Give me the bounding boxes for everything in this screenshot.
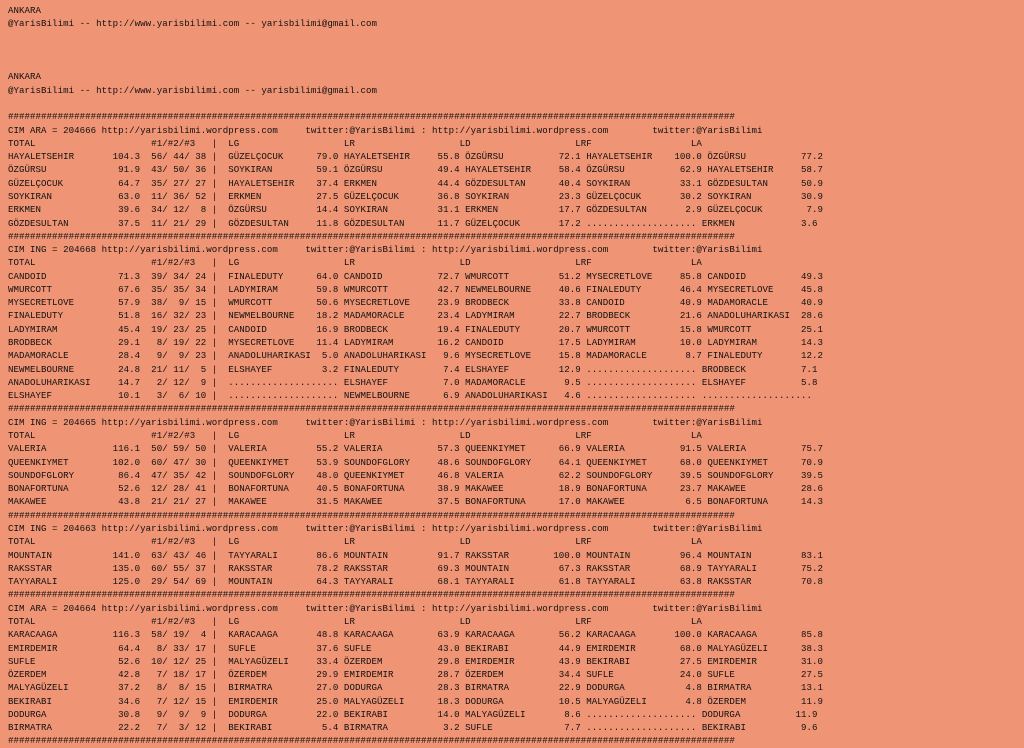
separator-line: #################################################################################################################################### — [8, 230, 735, 242]
race-row: SOUNDOFGLORY 86.4 47/ 35/ 42 | SOUNDOFGLORY 48.0 QUEENKIYMET 46.8 VALERIA 62.2 SOUNDOFGLORY 39.5 SOUNDOFGLORY 39.5 — [8, 469, 824, 481]
race-row: ÖZERDEM 42.8 7/ 18/ 17 | ÖZERDEM 29.9 EMIRDEMIR 28.7 ÖZERDEM 34.4 SUFLE 24.0 SUFLE 27.5 — [8, 669, 824, 681]
header-contact: @YarisBilimi -- http://www.yarisbilimi.com -- yarisbilimi@gmail.com — [8, 18, 377, 30]
race-row: HAYALETSEHIR 104.3 56/ 44/ 38 | GÜZELÇOCUK 79.0 HAYALETSEHIR 55.8 ÖZGÜRSU 72.1 HAYALETSEHIR 100.0 ÖZGÜRSU 77.2 — [8, 151, 824, 163]
race-row: RAKSSTAR 135.0 60/ 55/ 37 | RAKSSTAR 78.2 RAKSSTAR 69.3 MOUNTAIN 67.3 RAKSSTAR 68.9 TAYYARALI 75.2 — [8, 562, 824, 574]
race-title: CIM ING = 204668 http://yarisbilimi.wordpress.com twitter:@YarisBilimi : http://yarisbilimi.wordpress.com twitter:@YarisBilimi — [8, 244, 763, 256]
race-row: VALERIA 116.1 50/ 59/ 50 | VALERIA 55.2 VALERIA 57.3 QUEENKIYMET 66.9 VALERIA 91.5 VALERIA 75.7 — [8, 443, 824, 455]
separator-line: #################################################################################################################################### — [8, 111, 735, 123]
race-column-header: TOTAL #1/#2/#3 | LG LR LD LRF LA — [8, 536, 702, 548]
race-row: WMURCOTT 67.6 35/ 35/ 34 | LADYMIRAM 59.8 WMURCOTT 42.7 NEWMELBOURNE 40.6 FINALEDUTY 46.4 MYSECRETLOVE 45.8 — [8, 283, 824, 295]
separator-line: #################################################################################################################################### — [8, 735, 735, 747]
race-row: TAYYARALI 125.0 29/ 54/ 69 | MOUNTAIN 64.3 TAYYARALI 68.1 TAYYARALI 61.8 TAYYARALI 63.8 RAKSSTAR 70.8 — [8, 576, 824, 588]
second-title: ANKARA — [8, 71, 42, 83]
race-row: BRODBECK 29.1 8/ 19/ 22 | MYSECRETLOVE 11.4 LADYMIRAM 16.2 CANDOID 17.5 LADYMIRAM 10.0 LADYMIRAM 14.3 — [8, 337, 824, 349]
race-row: ELSHAYEF 10.1 3/ 6/ 10 | .................... NEWMELBOURNE 6.9 ANADOLUHARIKASI 4.6 .................... .................... — [8, 390, 813, 402]
race-row: MALYAGÜZELI 37.2 8/ 8/ 15 | BIRMATRA 27.0 DODURGA 28.3 BIRMATRA 22.9 DODURGA 4.8 BIRMATRA 13.1 — [8, 682, 824, 694]
race-column-header: TOTAL #1/#2/#3 | LG LR LD LRF LA — [8, 257, 702, 269]
race-row: ANADOLUHARIKASI 14.7 2/ 12/ 9 | .................... ELSHAYEF 7.0 MADAMORACLE 9.5 .................... ELSHAYEF 5.8 — [8, 376, 818, 388]
race-row: ERKMEN 39.6 34/ 12/ 8 | ÖZGÜRSU 14.4 SOYKIRAN 31.1 ERKMEN 17.7 GÖZDESULTAN 2.9 GÜZELÇOCUK 7.9 — [8, 204, 824, 216]
race-row: MOUNTAIN 141.0 63/ 43/ 46 | TAYYARALI 86.6 MOUNTAIN 91.7 RAKSSTAR 100.0 MOUNTAIN 96.4 MOUNTAIN 83.1 — [8, 549, 824, 561]
separator-line: #################################################################################################################################### — [8, 509, 735, 521]
race-row: MAKAWEE 43.8 21/ 21/ 27 | MAKAWEE 31.5 MAKAWEE 37.5 BONAFORTUNA 17.0 MAKAWEE 6.5 BONAFORTUNA 14.3 — [8, 496, 824, 508]
race-title: CIM ING = 204663 http://yarisbilimi.wordpress.com twitter:@YarisBilimi : http://yarisbilimi.wordpress.com twitter:@YarisBilimi — [8, 522, 763, 534]
race-row: GÜZELÇOCUK 64.7 35/ 27/ 27 | HAYALETSEHIR 37.4 ERKMEN 44.4 GÖZDESULTAN 40.4 SOYKIRAN 33.1 GÖZDESULTAN 50.9 — [8, 177, 824, 189]
race-results-document — [8, 4, 823, 748]
race-row: SOYKIRAN 63.0 11/ 36/ 52 | ERKMEN 27.5 GÜZELÇOCUK 36.8 SOYKIRAN 23.3 GÜZELÇOCUK 30.2 SOYKIRAN 30.9 — [8, 190, 824, 202]
race-row: BEKIRABI 34.6 7/ 12/ 15 | EMIRDEMIR 25.0 MALYAGÜZELI 18.3 DODURGA 10.5 MALYAGÜZELI 4.8 ÖZERDEM 11.9 — [8, 695, 824, 707]
race-title: CIM ING = 204665 http://yarisbilimi.wordpress.com twitter:@YarisBilimi : http://yarisbilimi.wordpress.com twitter:@YarisBilimi — [8, 416, 763, 428]
race-row: CANDOID 71.3 39/ 34/ 24 | FINALEDUTY 64.0 CANDOID 72.7 WMURCOTT 51.2 MYSECRETLOVE 85.8 CANDOID 49.3 — [8, 270, 824, 282]
separator-line: #################################################################################################################################### — [8, 589, 735, 601]
race-row: BIRMATRA 22.2 7/ 3/ 12 | BEKIRABI 5.4 BIRMATRA 3.2 SUFLE 7.7 .................... BEKIRABI 9.6 — [8, 722, 818, 734]
race-sections — [8, 125, 823, 747]
race-title: CIM ARA = 204666 http://yarisbilimi.wordpress.com twitter:@YarisBilimi : http://yarisbilimi.wordpress.com twitter:@YarisBilimi — [8, 124, 763, 136]
race-row: NEWMELBOURNE 24.8 21/ 11/ 5 | ELSHAYEF 3.2 FINALEDUTY 7.4 ELSHAYEF 12.9 .................... BRODBECK 7.1 — [8, 363, 818, 375]
race-title: CIM ARA = 204664 http://yarisbilimi.wordpress.com twitter:@YarisBilimi : http://yarisbilimi.wordpress.com twitter:@YarisBilimi — [8, 602, 763, 614]
race-column-header: TOTAL #1/#2/#3 | LG LR LD LRF LA — [8, 430, 702, 441]
race-row: DODURGA 30.8 9/ 9/ 9 | DODURGA 22.0 BEKIRABI 14.0 MALYAGÜZELI 8.6 .................... DODURGA 11.9 — [8, 708, 818, 720]
race-row: ÖZGÜRSU 91.9 43/ 50/ 36 | SOYKIRAN 59.1 ÖZGÜRSU 49.4 HAYALETSEHIR 58.4 ÖZGÜRSU 62.9 HAYALETSEHIR 58.7 — [8, 164, 824, 176]
race-row: MYSECRETLOVE 57.9 38/ 9/ 15 | WMURCOTT 50.6 MYSECRETLOVE 23.9 BRODBECK 33.8 CANDOID 40.9 MADAMORACLE 40.9 — [8, 297, 824, 309]
race-row: EMIRDEMIR 64.4 8/ 33/ 17 | SUFLE 37.6 SUFLE 43.0 BEKIRABI 44.9 EMIRDEMIR 68.0 MALYAGÜZELI 38.3 — [8, 642, 824, 654]
race-row: BONAFORTUNA 52.6 12/ 28/ 41 | BONAFORTUNA 40.5 BONAFORTUNA 38.9 MAKAWEE 18.9 BONAFORTUNA 23.7 MAKAWEE 28.6 — [8, 483, 824, 495]
race-row: KARACAAGA 116.3 58/ 19/ 4 | KARACAAGA 48.8 KARACAAGA 63.9 KARACAAGA 56.2 KARACAAGA 100.0 KARACAAGA 85.8 — [8, 629, 824, 641]
race-row: FINALEDUTY 51.8 16/ 32/ 23 | NEWMELBOURNE 18.2 MADAMORACLE 23.4 LADYMIRAM 22.7 BRODBECK 21.6 ANADOLUHARIKASI 28.6 — [8, 310, 824, 322]
race-row: QUEENKIYMET 102.0 60/ 47/ 30 | QUEENKIYMET 53.9 SOUNDOFGLORY 48.6 SOUNDOFGLORY 64.1 QUEENKIYMET 68.0 QUEENKIYMET 70.9 — [8, 456, 824, 468]
race-column-header: TOTAL #1/#2/#3 | LG LR LD LRF LA — [8, 615, 702, 627]
race-row: MADAMORACLE 28.4 9/ 9/ 23 | ANADOLUHARIKASI 5.0 ANADOLUHARIKASI 9.6 MYSECRETLOVE 15.8 MADAMORACLE 8.7 FINALEDUTY 12.2 — [8, 350, 824, 362]
separator-line: #################################################################################################################################### — [8, 403, 735, 415]
header-title: ANKARA — [8, 5, 42, 16]
race-row: LADYMIRAM 45.4 19/ 23/ 25 | CANDOID 16.9 BRODBECK 19.4 FINALEDUTY 20.7 WMURCOTT 15.8 WMURCOTT 25.1 — [8, 323, 824, 335]
race-row: SUFLE 52.6 10/ 12/ 25 | MALYAGÜZELI 33.4 ÖZERDEM 29.8 EMIRDEMIR 43.9 BEKIRABI 27.5 EMIRDEMIR 31.0 — [8, 655, 824, 667]
race-column-header: TOTAL #1/#2/#3 | LG LR LD LRF LA — [8, 137, 702, 149]
second-contact: @YarisBilimi -- http://www.yarisbilimi.com -- yarisbilimi@gmail.com — [8, 84, 377, 96]
race-row: GÖZDESULTAN 37.5 11/ 21/ 29 | GÖZDESULTAN 11.8 GÖZDESULTAN 11.7 GÜZELÇOCUK 17.2 .................... ERKMEN 3.6 — [8, 217, 818, 229]
